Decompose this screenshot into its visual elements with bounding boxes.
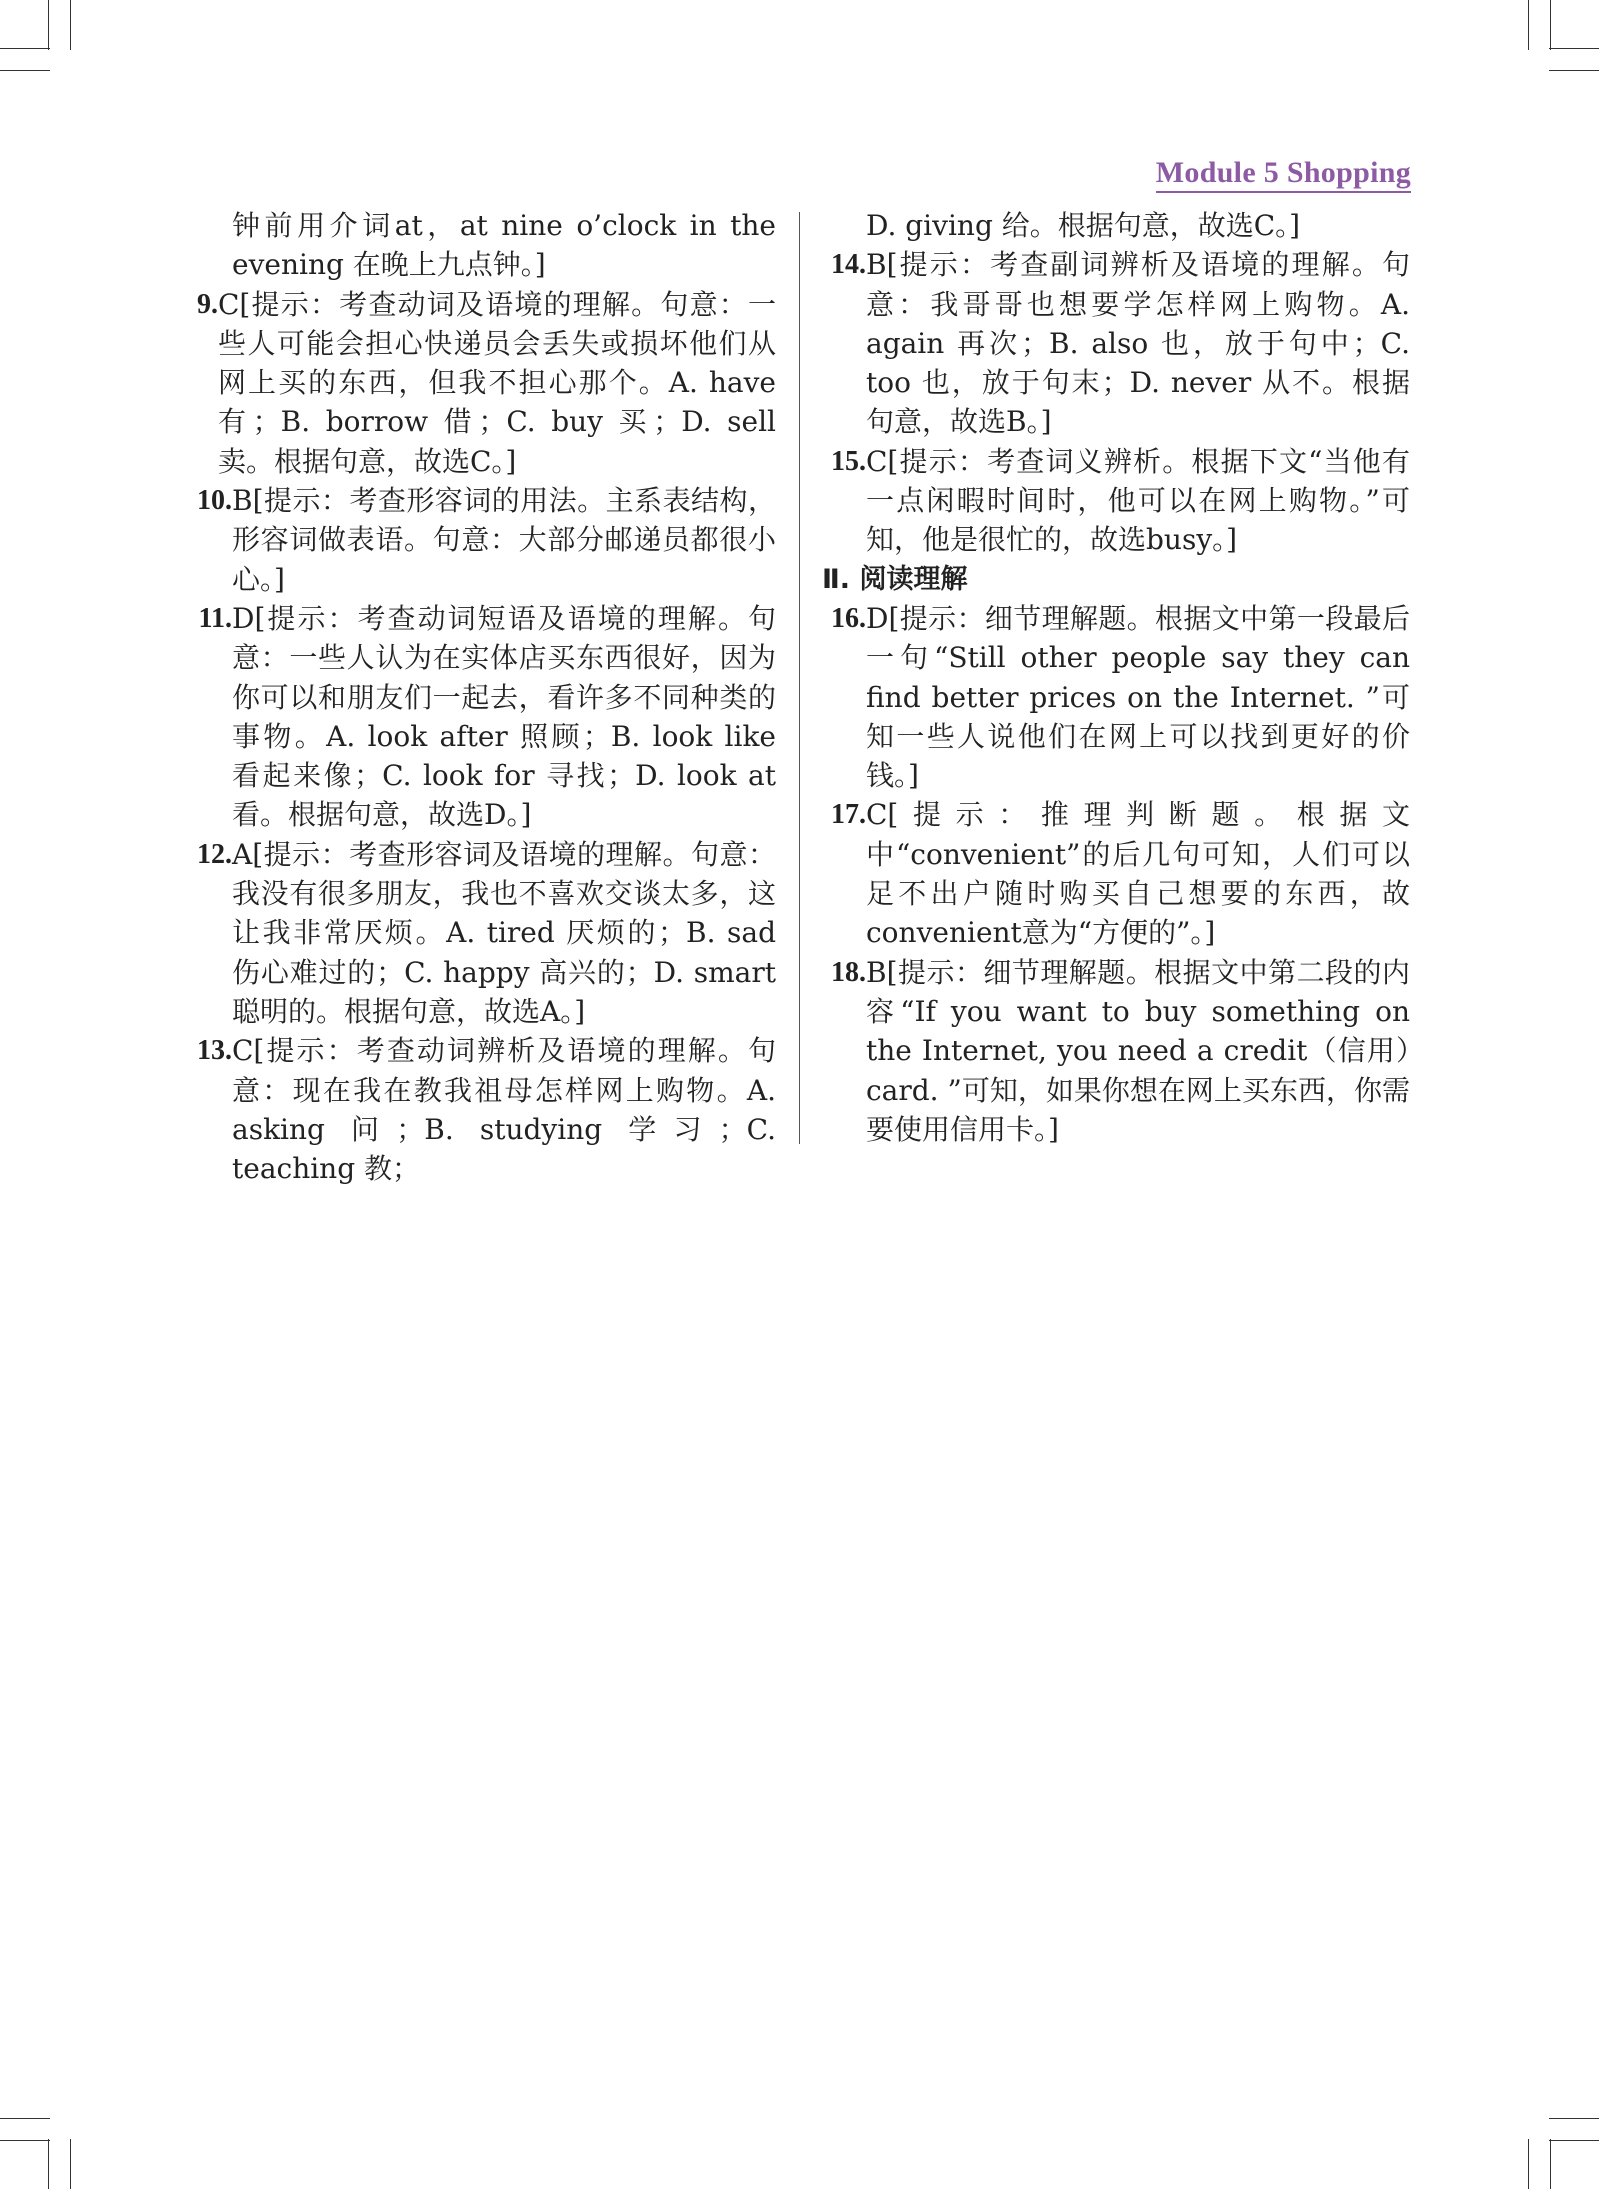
answer-item-11 — [188, 599, 776, 835]
answer-item-16 — [822, 599, 1410, 795]
answer-item-18 — [822, 953, 1410, 1149]
crop-mark — [0, 70, 50, 71]
crop-mark — [1550, 0, 1551, 50]
answer-number: 9. — [197, 288, 218, 320]
continuation-text: D. giving 给。根据句意，故选C。] — [866, 209, 1301, 242]
answer-item-13 — [188, 1031, 776, 1188]
answer-item-17 — [822, 795, 1410, 952]
crop-mark — [0, 48, 50, 49]
answer-number: 11. — [198, 602, 232, 634]
column-divider — [799, 212, 800, 1144]
answer-item-9 — [188, 285, 776, 481]
answer-text: B[提示：考查副词辨析及语境的理解。句意：我哥哥也想要学怎样网上购物。A. again 再次；B. also 也，放于句中；C. too 也，放于句末；D. never 从不。根据句意，故选B。] — [866, 248, 1410, 439]
answer-number: 12. — [197, 838, 232, 870]
answer-item-12 — [188, 835, 776, 1031]
answer-text: B[提示：考查形容词的用法。主系表结构，形容词做表语。句意：大部分邮递员都很小心。] — [232, 484, 776, 596]
answer-number: 13. — [197, 1035, 232, 1067]
crop-mark — [1550, 2139, 1551, 2189]
answer-item-14 — [822, 245, 1410, 441]
crop-mark — [48, 0, 49, 50]
right-column — [822, 206, 1410, 1149]
answer-text: B[提示：细节理解题。根据文中第二段的内容“If you want to buy something on the Internet, you need a credit（信用）card. ”可知，如果你想在网上买东西，你需要使用信用卡。] — [866, 955, 1410, 1146]
answer-number: 17. — [831, 799, 866, 831]
left-column — [188, 206, 776, 1188]
continuation-text: 钟前用介词at，at nine o’clock in the evening 在晚上九点钟。] — [232, 209, 776, 282]
answer-number: 15. — [831, 445, 866, 477]
crop-mark — [1549, 48, 1599, 49]
answer-item-10 — [188, 481, 776, 599]
answer-item-15 — [822, 442, 1410, 560]
crop-mark — [1549, 70, 1599, 71]
crop-mark — [70, 2139, 71, 2189]
answer-text: A[提示：考查形容词及语境的理解。句意：我没有很多朋友，我也不喜欢交谈太多，这让我非常厌烦。A. tired 厌烦的；B. sad 伤心难过的；C. happy 高兴的；D. smart 聪明的。根据句意，故选A。] — [232, 837, 776, 1028]
answer-number: 18. — [831, 956, 866, 988]
crop-mark — [1549, 2118, 1599, 2119]
answer-number: 10. — [197, 485, 232, 517]
crop-mark — [0, 2118, 50, 2119]
section-title: Ⅱ. 阅读理解 — [822, 563, 968, 595]
answer-text: C[提示：考查动词辨析及语境的理解。句意：现在我在教我祖母怎样网上购物。A. asking 问；B. studying 学习；C. teaching 教； — [232, 1034, 776, 1186]
answer-text: C[提示：考查动词及语境的理解。句意：一些人可能会担心快递员会丢失或损坏他们从网上买的东西，但我不担心那个。A. have 有；B. borrow 借；C. buy 买；D. sell 卖。根据句意，故选C。] — [218, 287, 776, 478]
crop-mark — [0, 2140, 50, 2141]
crop-mark — [48, 2139, 49, 2189]
answer-text: C[提示：推理判断题。根据文中“convenient”的后几句可知，人们可以足不出户随时购买自己想要的东西，故convenient意为“方便的”。] — [866, 798, 1410, 950]
answer-number: 16. — [831, 602, 866, 634]
answer-text: D[提示：考查动词短语及语境的理解。句意：一些人认为在实体店买东西很好，因为你可以和朋友们一起去，看许多不同种类的事物。A. look after 照顾；B. look like 看起来像；C. look for 寻找；D. look at 看。根据句意，故选D。] — [232, 601, 776, 832]
module-header: Module 5 Shopping — [1156, 156, 1411, 193]
crop-mark — [70, 0, 71, 50]
crop-mark — [1549, 2140, 1599, 2141]
crop-mark — [1528, 0, 1529, 50]
answer-text: C[提示：考查词义辨析。根据下文“当他有一点闲暇时间时，他可以在网上购物。”可知，他是很忙的，故选busy。] — [866, 444, 1410, 557]
answer-number: 14. — [831, 249, 866, 281]
crop-mark — [1528, 2139, 1529, 2189]
answer-text: D[提示：细节理解题。根据文中第一段最后一句“Still other people say they can find better prices on the Internet. ”可知一些人说他们在网上可以找到更好的价钱。] — [866, 601, 1410, 793]
